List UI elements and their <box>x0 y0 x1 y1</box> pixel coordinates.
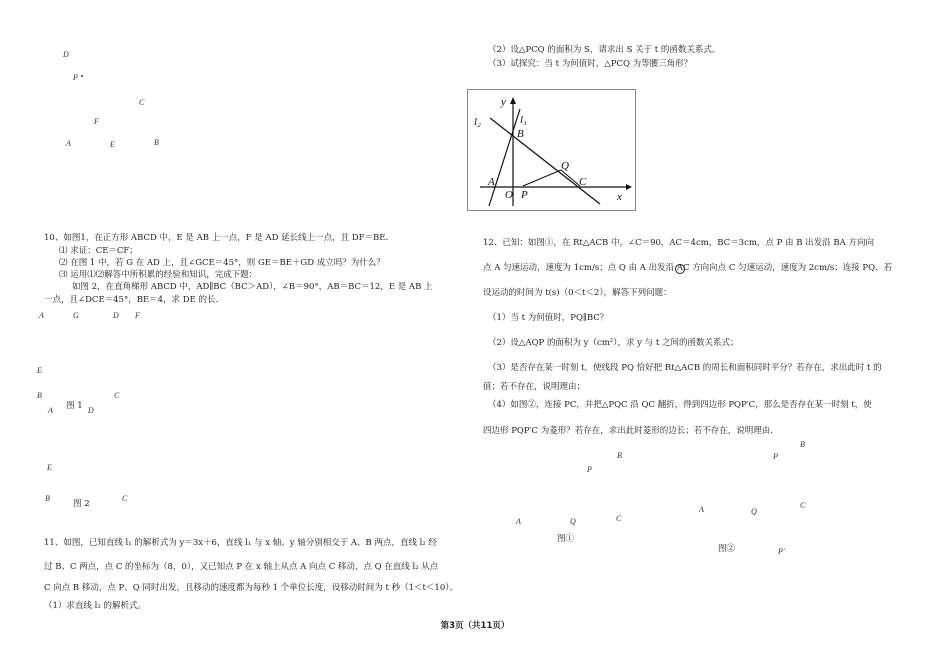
fig12b-caption: 图② <box>718 544 736 554</box>
fig1-label-G: G <box>73 311 79 320</box>
q12-line8: （4）如图②，连接 PC，并把△PQC 沿 QC 翻折，得到四边形 PQP′C，那么是否存在某一时刻 t，使 <box>488 400 872 410</box>
q10-line3: ⑵ 在图 1 中，若 G 在 AD 上，且∠GCE＝45°，则 GE＝BE＋GD 成立吗？为什么？ <box>59 258 385 268</box>
label-F-top: F <box>94 117 99 126</box>
label-B-top: B <box>154 138 159 147</box>
fig12a-label-A: A <box>516 517 521 526</box>
fig12b-label-B: B <box>800 440 805 449</box>
fig2-label-B: B <box>45 494 50 503</box>
q10-line6: 一点，且∠DCE＝45°，BE＝4，求 DE 的长. <box>44 295 219 305</box>
fig2-label-E: E <box>47 463 52 472</box>
fig1-label-B: B <box>37 391 42 400</box>
q11-line1: 11、如图，已知直线 l₁ 的解析式为 y＝3x＋6，直线 l₁ 与 x 轴、y 轴分别相交于 A、B 两点，直线 l₂ 经 <box>44 538 438 548</box>
graph-label-Q: Q <box>561 160 569 172</box>
label-E-top: E <box>110 140 115 149</box>
label-P-top: P <box>73 73 78 82</box>
fig12b-label-C: C <box>800 501 806 510</box>
fig1-label-C: C <box>114 391 120 400</box>
fig2-label-A: A <box>48 406 53 415</box>
q12-line5: （2）设△AQP 的面积为 y（cm²），求 y 与 t 之间的函数关系式； <box>488 338 739 348</box>
graph-label-B: B <box>517 128 524 140</box>
fig12a-label-C: C <box>616 514 622 523</box>
q12-line6: （3）是否存在某一时刻 t，使线段 PQ 恰好把 Rt△ACB 的周长和面积同时平分？若存在，求出此时 t 的 <box>488 363 882 373</box>
fig12a-label-B: B <box>617 451 622 460</box>
graph-label-y: y <box>501 96 506 108</box>
graph-label-l2: l₂ <box>474 116 481 128</box>
graph-label-x: x <box>617 191 622 203</box>
q11-line3: C 向点 B 移动，点 P、Q 同时出发，且移动的速度都为每秒 1 个单位长度，设移动时间为 t 秒（1＜t＜10）。 <box>44 583 458 593</box>
fig1-label-F: F <box>135 311 140 320</box>
graph-label-P: P <box>521 189 528 201</box>
y-axis-arrow <box>510 97 516 104</box>
page-footer: 第3页（共11页） <box>440 621 510 631</box>
fig12b-label-P: P <box>773 452 778 461</box>
q10-line1: 10、如图1，在正方形 ABCD 中，E 是 AB 上一点，F 是 AD 延长线上一点，且 DF＝BE． <box>44 233 395 243</box>
q10-line2: ⑴ 求证：CE＝CF； <box>59 246 138 256</box>
cursor-circle-icon <box>675 264 685 274</box>
fig12b-label-A: A <box>699 505 704 514</box>
fig12a-caption: 图① <box>557 534 575 544</box>
x-axis-arrow <box>626 184 632 190</box>
q11-line5: （2）设△PCQ 的面积为 S，请求出 S 关于 t 的函数关系式。 <box>488 45 721 55</box>
q10-line5: 如图 2，在直角梯形 ABCD 中，AD∥BC（BC＞AD），∠B＝90°，AB＝BC＝12，E 是 AB 上 <box>72 282 433 292</box>
q10-line4: ⑶ 运用⑴⑵解答中所积累的经验和知识，完成下题： <box>59 270 258 280</box>
q11-line2: 过 B、C 两点，点 C 的坐标为（8，0），又已知点 P 在 x 轴上从点 A 向点 C 移动，点 Q 在直线 l₂ 从点 <box>44 562 439 572</box>
q12-line4: （1）当 t 为何值时，PQ∥BC？ <box>488 313 609 323</box>
label-D-top: D <box>63 50 69 59</box>
fig2-label-D: D <box>88 406 94 415</box>
label-C-top: C <box>139 98 145 107</box>
point-P-dot <box>81 75 83 77</box>
q12-line1: 12、已知：如图①，在 Rt△ACB 中，∠C＝90，AC＝4cm，BC＝3cm，点 P 由 B 出发沿 BA 方向向 <box>483 238 874 248</box>
fig1-label-E: E <box>37 366 42 375</box>
fig12b-label-Q: Q <box>751 507 757 516</box>
segment-QC <box>561 170 580 186</box>
segment-PQ <box>523 170 561 186</box>
fig12b-label-P-prime: P′ <box>778 547 785 556</box>
graph-label-A: A <box>488 176 495 188</box>
label-A-top: A <box>66 139 71 148</box>
fig1-caption: 图 1 <box>66 401 83 411</box>
fig2-caption: 图 2 <box>73 499 90 509</box>
q11-graph <box>467 89 636 211</box>
q12-line7: 值；若不存在，说明理由； <box>483 382 586 392</box>
q11-line4: （1）求直线 l₂ 的解析式。 <box>44 601 146 611</box>
q12-line3: 设运动的时间为 t(s)（0＜t＜2），解答下列问题： <box>483 288 672 298</box>
fig12a-label-P: P <box>587 465 592 474</box>
fig2-label-C: C <box>122 494 128 503</box>
fig12a-label-Q: Q <box>570 517 576 526</box>
graph-label-l1: l₁ <box>520 114 527 126</box>
fig1-label-A: A <box>39 311 44 320</box>
graph-label-C: C <box>579 176 587 188</box>
q11-graph-svg <box>468 90 635 210</box>
q12-line9: 四边形 PQP′C 为菱形？若存在，求出此时菱形的边长；若不存在，说明理由. <box>483 426 773 436</box>
graph-label-O: O <box>505 189 513 201</box>
fig1-label-D: D <box>113 311 119 320</box>
q12-line2: 点 A 匀速运动，速度为 1cm/s；点 Q 由 A 出发沿 AC 方向向点 C 匀速运动，速度为 2cm/s；连接 PQ．若 <box>483 263 893 273</box>
q11-line6: （3）试探究：当 t 为何值时，△PCQ 为等腰三角形？ <box>488 59 693 69</box>
